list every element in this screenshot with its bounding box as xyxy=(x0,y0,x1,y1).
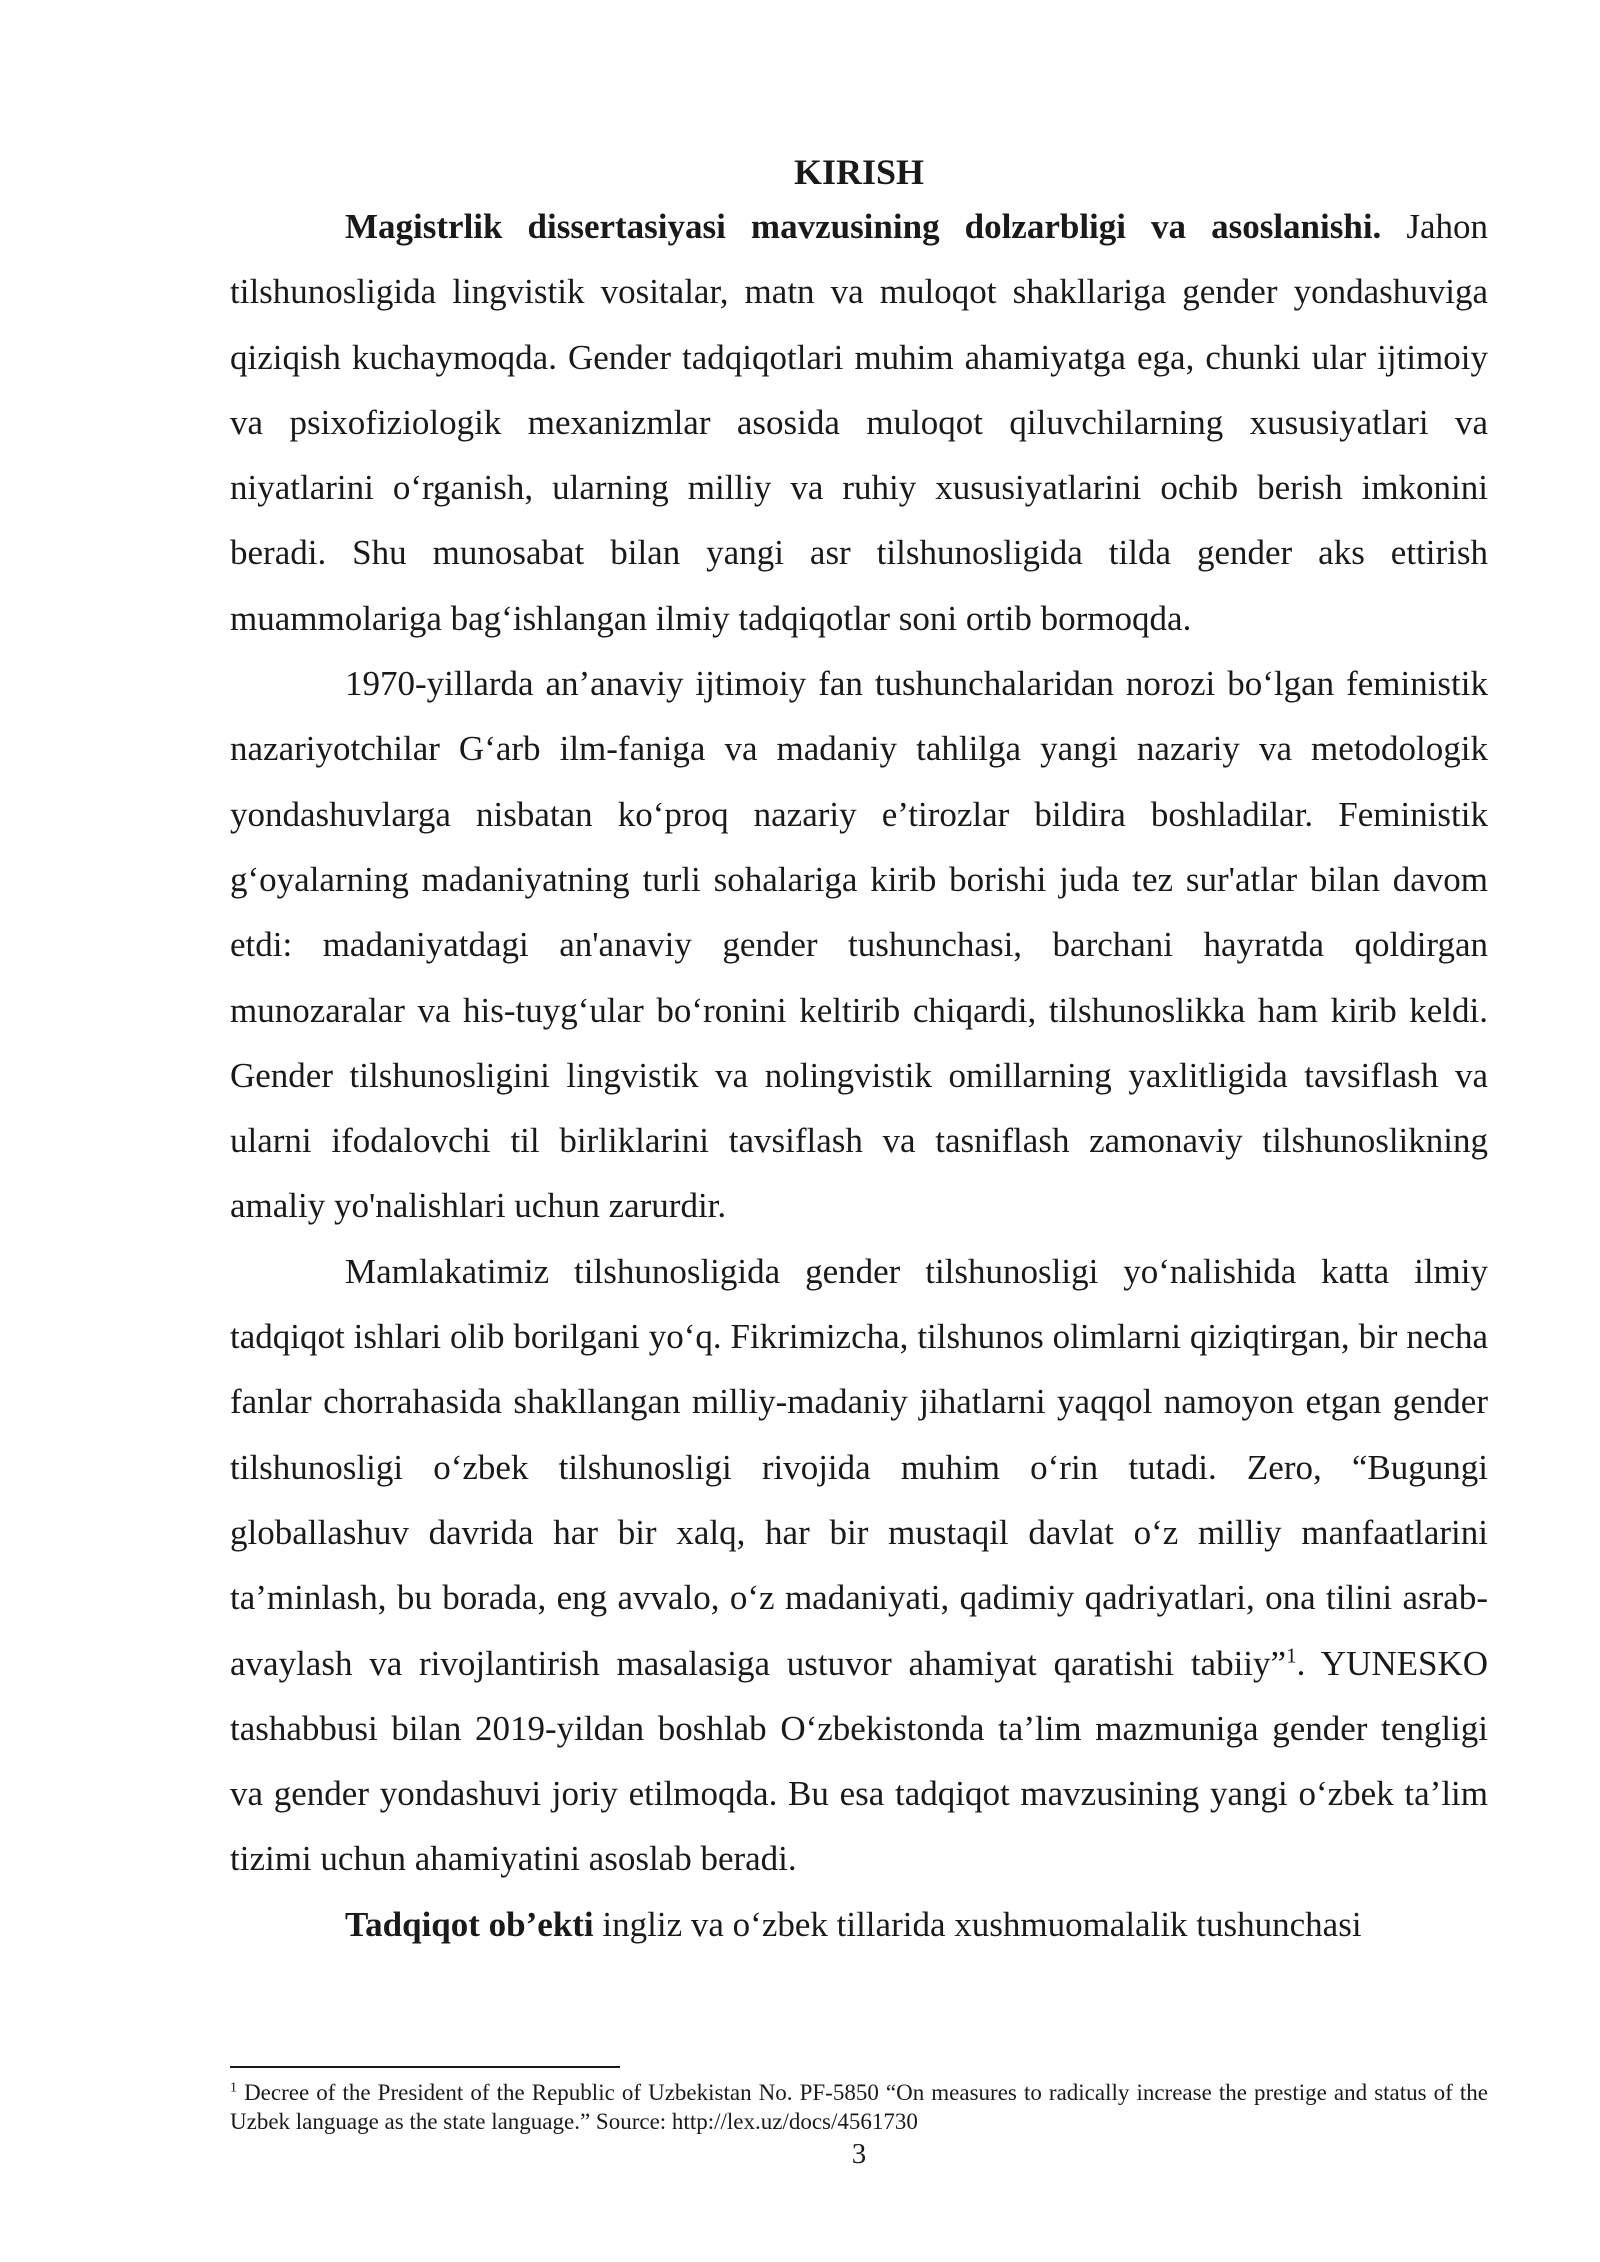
footnote xyxy=(230,2078,1488,2136)
paragraph-relevance-lead: Magistrlik dissertasiyasi mavzusining dolzarbligi va asoslanishi. xyxy=(345,207,1382,246)
footnote-marker: 1 xyxy=(230,2080,237,2096)
paragraph-national-linguistics xyxy=(230,1239,1488,1892)
paragraph-feminist-theory xyxy=(230,651,1488,1239)
footnote-separator xyxy=(230,2066,620,2068)
paragraph-research-object-lead: Tadqiqot ob’ekti xyxy=(345,1904,594,1944)
paragraph-research-object-text: ingliz va o‘zbek tillarida xushmuomalalik tushunchasi xyxy=(593,1904,1362,1944)
paragraph-feminist-theory-text: 1970-yillarda an’anaviy ijtimoiy fan tushunchalaridan norozi bo‘lgan feministik nazariyotchilar G‘arb ilm-faniga va madaniy tahlilga yangi nazariy va metodologik yondashuvlarga nisbatan ko‘proq nazariy e’tirozlar bildira boshladilar. Feministik g‘oyalarning madaniyatning turli sohalariga kirib borishi juda tez sur'atlar bilan davom etdi: madaniyatdagi an'anaviy gender tushunchasi, barchani hayratda qoldirgan munozaralar va his-tuyg‘ular bo‘ronini keltirib chiqardi, tilshunoslikka ham kirib keldi. Gender tilshunosligini lingvistik va nolingvistik omillarning yaxlitligida tavsiflash va ularni ifodalovchi til birliklarini tavsiflash va tasniflash zamonaviy tilshunoslikning amaliy yo'nalishlari uchun zarurdir. xyxy=(230,664,1488,1226)
paragraph-relevance xyxy=(230,194,1488,651)
paragraph-research-object xyxy=(230,1892,1488,1957)
section-heading: KIRISH xyxy=(793,152,925,192)
paragraph-national-linguistics-text-after: . YUNESKO tashabbusi bilan 2019-yildan boshlab O‘zbekistonda ta’lim mazmuniga gender tengligi va gender yondashuvi joriy etilmoqda. Bu esa tadqiqot mavzusining yangi o‘zbek ta’lim tizimi uchun ahamiyatini asoslab beradi. xyxy=(230,1643,1488,1879)
document-page xyxy=(230,150,1488,1957)
page-number: 3 xyxy=(851,2138,867,2170)
paragraph-relevance-text: Jahon tilshunosligida lingvistik vositalar, matn va muloqot shakllariga gender yondashuviga qiziqish kuchaymoqda. Gender tadqiqotlari muhim ahamiyatga ega, chunki ular ijtimoiy va psixofiziologik mexanizmlar asosida muloqot qiluvchilarning xususiyatlari va niyatlarini o‘rganish, ularning milliy va ruhiy xususiyatlarini ochib berish imkonini beradi. Shu munosabat bilan yangi asr tilshunosligida tilda gender aks ettirish muammolariga bag‘ishlangan ilmiy tadqiqotlar soni ortib bormoqda. xyxy=(230,207,1489,638)
footnote-reference[interactable]: 1 xyxy=(1286,1642,1297,1667)
paragraph-national-linguistics-text-before: Mamlakatimiz tilshunosligida gender tilshunosligi yo‘nalishida katta ilmiy tadqiqot ishlari olib borilgani yo‘q. Fikrimizcha, tilshunos olimlarni qiziqtirgan, bir necha fanlar chorrahasida shakllangan milliy-madaniy jihatlarni yaqqol namoyon etgan gender tilshunosligi o‘zbek tilshunosligi rivojida muhim o‘rin tutadi. Zero, “Bugungi globallashuv davrida har bir xalq, har bir mustaqil davlat o‘z milliy manfaatlarini ta’minlash, bu borada, eng avvalo, o‘z madaniyati, qadimiy qadriyatlari, ona tilini asrab-avaylash va rivojlantirish masalasiga ustuvor ahamiyat qaratishi tabiiy” xyxy=(230,1251,1488,1683)
footnote-text: Decree of the President of the Republic of Uzbekistan No. PF-5850 “On measures to radically increase the prestige and status of the Uzbek language as the state language.” Source: http://lex.uz/docs/4561730 xyxy=(230,2080,1488,2134)
